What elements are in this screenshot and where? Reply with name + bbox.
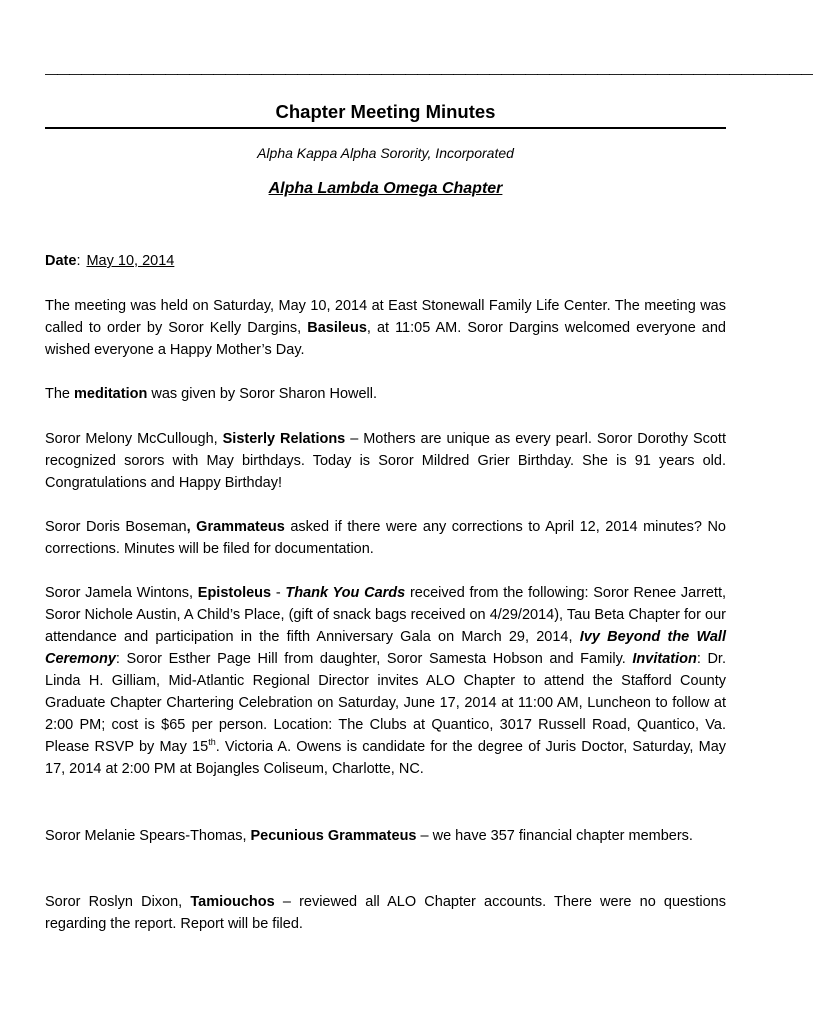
text: Soror Jamela Wintons, bbox=[45, 585, 198, 601]
text: The bbox=[45, 386, 75, 402]
text: Soror Melanie Spears-Thomas, bbox=[45, 828, 251, 844]
paragraph-pecunious-grammateus bbox=[45, 825, 726, 847]
paragraph-epistoleus bbox=[45, 582, 726, 780]
date-colon: : bbox=[76, 253, 81, 269]
paragraph-call-to-order bbox=[45, 295, 726, 361]
officer-title: Basileus bbox=[307, 320, 367, 336]
text: The meeting was held on Saturday, May 10, 2014 at East Stonewall Family Life Center. The meeting was called to order by Soror Kelly Dargins, bbox=[45, 298, 726, 336]
date-label: Date bbox=[45, 253, 77, 269]
organization-name: Alpha Kappa Alpha Sorority, Incorporated bbox=[257, 145, 514, 161]
text: – we have 357 financial chapter members. bbox=[416, 828, 693, 844]
text: - bbox=[271, 585, 286, 601]
text: : Soror Esther Page Hill from daughter, Soror Samesta Hobson and Family. bbox=[115, 651, 633, 667]
text: was given by Soror Sharon Howell. bbox=[147, 386, 378, 402]
officer-title: meditation bbox=[74, 386, 148, 402]
text: Soror Melony McCullough, bbox=[45, 431, 223, 447]
text: Soror Roslyn Dixon, bbox=[45, 894, 191, 910]
text: . Victoria A. Owens is candidate for the degree of Juris Doctor, Saturday, May 17, 2014 at 2:00 PM at Bojangles Coliseum, Charlotte, NC. bbox=[45, 739, 727, 777]
text: , at 11:05 AM. Soror Dargins welcomed everyone and wished everyone a Happy Mother’s Day. bbox=[45, 320, 726, 358]
paragraph-meditation bbox=[45, 383, 726, 405]
section-heading: Invitation bbox=[632, 651, 697, 667]
officer-title: Epistoleus bbox=[197, 585, 272, 601]
meeting-date bbox=[45, 253, 174, 269]
text: – Mothers are unique as every pearl. Soror Dorothy Scott recognized sorors with May birthdays. Today is Soror Mildred Grier Birthday. She is 91 years old. Congratulations and Happy Birthday! bbox=[45, 431, 726, 491]
top-rule-line: ———————————————————————————————————————————————————————————————— bbox=[45, 66, 813, 81]
document-title: Chapter Meeting Minutes bbox=[275, 101, 496, 122]
officer-title: Sisterly Relations bbox=[222, 431, 346, 447]
text: Soror Doris Boseman bbox=[45, 519, 187, 535]
paragraph-grammateus bbox=[45, 516, 726, 560]
section-heading: Ivy Beyond the Wall Ceremony bbox=[45, 629, 726, 667]
paragraph-tamiouchos bbox=[45, 891, 726, 935]
text: received from the following: Soror Renee Jarrett, Soror Nichole Austin, A Child’s Place, (gift of snack bags received on 4/29/2014), Tau Beta Chapter for our attendance and participation in the fifth Anniversary Gala on March 29, 2014, bbox=[45, 585, 727, 645]
title-divider bbox=[45, 127, 726, 129]
officer-title: , Grammateus bbox=[186, 519, 285, 535]
ordinal-suffix: th bbox=[208, 737, 216, 748]
text: – reviewed all ALO Chapter accounts. There were no questions regarding the report. Report will be filed. bbox=[45, 894, 726, 932]
date-value: May 10, 2014 bbox=[86, 253, 175, 269]
officer-title: Pecunious Grammateus bbox=[250, 828, 417, 844]
text: asked if there were any corrections to April 12, 2014 minutes? No corrections. Minutes will be filed for documentation. bbox=[45, 519, 726, 557]
chapter-name: Alpha Lambda Omega Chapter bbox=[268, 180, 503, 197]
section-heading: Thank You Cards bbox=[285, 585, 406, 601]
text: : Dr. Linda H. Gilliam, Mid-Atlantic Regional Director invites ALO Chapter to attend the Stafford County Graduate Chapter Chartering Celebration on Saturday, June 17, 2014 at 11:00 AM, Luncheon to follow at 2:00 PM; cost is $65 per person. Location: The Clubs at Quantico, 3017 Russell Road, Quantico, Va. Please RSVP by May 15 bbox=[45, 651, 726, 755]
paragraph-sisterly-relations bbox=[45, 428, 726, 494]
officer-title: Tamiouchos bbox=[190, 894, 275, 910]
